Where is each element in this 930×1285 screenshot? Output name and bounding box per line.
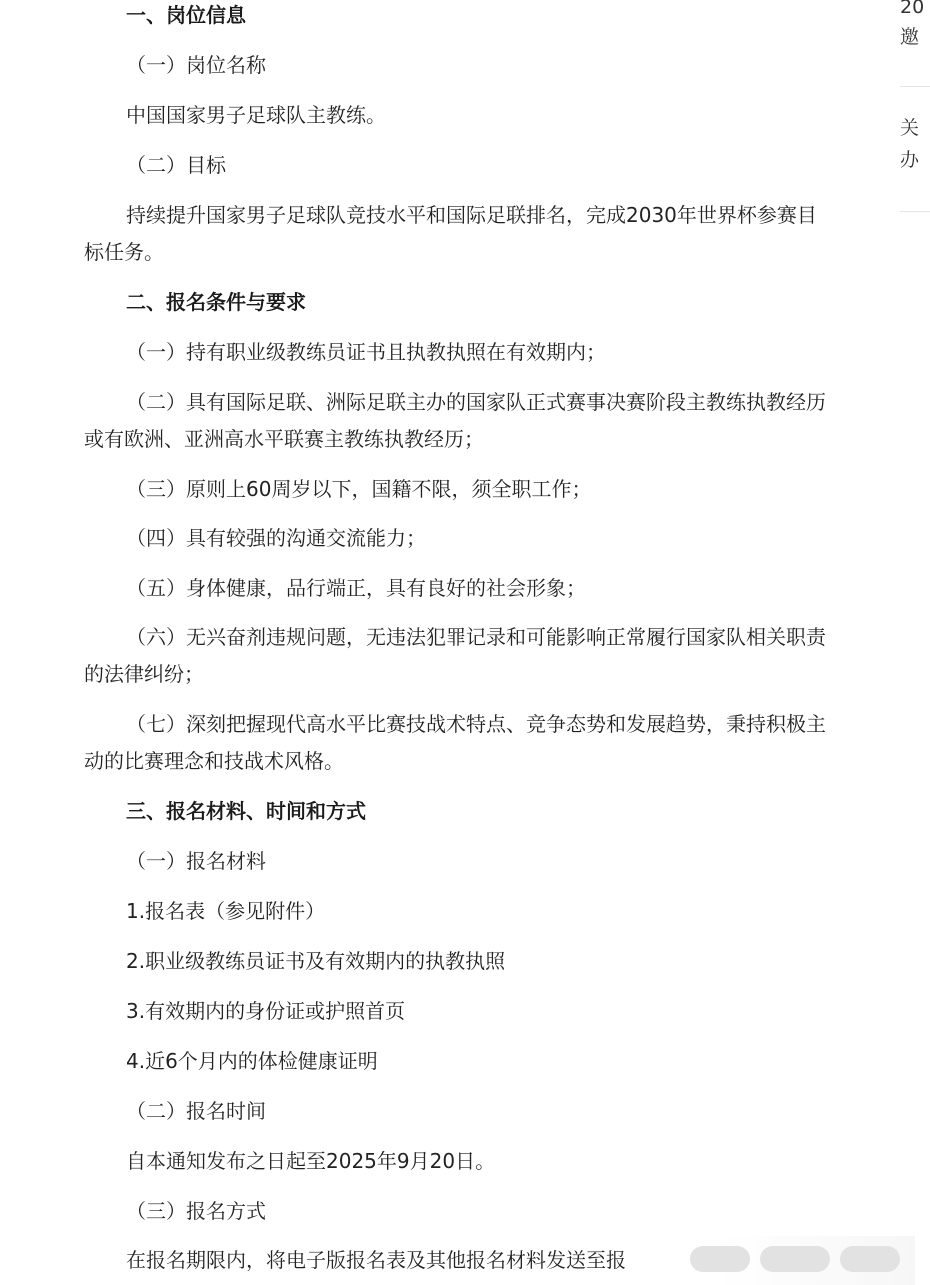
requirement-1: （一）持有职业级教练员证书且执教执照在有效期内； <box>126 340 606 364</box>
requirement-5: （五）身体健康，品行端正，具有良好的社会形象； <box>126 576 586 600</box>
requirement-2-line-1: （二）具有国际足联、洲际足联主办的国家队正式赛事决赛阶段主教练执教经历 <box>126 390 826 414</box>
sidebar-divider <box>900 86 930 87</box>
requirement-6-line-1: （六）无兴奋剂违规问题，无违法犯罪记录和可能影响正常履行国家队相关职责 <box>126 625 826 649</box>
requirement-7-line-1: （七）深刻把握现代高水平比赛技战术特点、竞争态势和发展趋势，秉持积极主 <box>126 712 826 736</box>
section-3-heading: 三、报名材料、时间和方式 <box>126 799 366 823</box>
registration-time-text: 自本通知发布之日起至2025年9月20日。 <box>126 1149 496 1173</box>
section-3-subheading-method: （三）报名方式 <box>126 1199 266 1223</box>
requirement-4: （四）具有较强的沟通交流能力； <box>126 526 426 550</box>
goal-text-line-1: 持续提升国家男子足球队竞技水平和国际足联排名，完成2030年世界杯参赛目 <box>126 203 817 227</box>
section-1-heading: 一、岗位信息 <box>126 3 246 27</box>
watermark-blur-shape <box>840 1246 900 1272</box>
material-item-2: 2.职业级教练员证书及有效期内的执教执照 <box>126 949 506 973</box>
section-2-heading: 二、报名条件与要求 <box>126 290 306 314</box>
watermark-blur-shape <box>690 1246 750 1272</box>
sidebar-article-2-line-1[interactable]: 关 <box>900 117 920 139</box>
requirement-2-line-2: 或有欧洲、亚洲高水平联赛主教练执教经历； <box>84 427 484 451</box>
sidebar-article-1-line-1[interactable]: 20 <box>900 0 925 18</box>
registration-method-text: 在报名期限内，将电子版报名表及其他报名材料发送至报 <box>126 1248 626 1272</box>
section-1-subheading-position-title: （一）岗位名称 <box>126 53 266 77</box>
requirement-7-line-2: 动的比赛理念和技战术风格。 <box>84 749 344 773</box>
section-3-subheading-time: （二）报名时间 <box>126 1099 266 1123</box>
material-item-4: 4.近6个月内的体检健康证明 <box>126 1049 378 1073</box>
position-name-text: 中国国家男子足球队主教练。 <box>126 103 386 127</box>
watermark-blur-shape <box>760 1246 830 1272</box>
related-articles-sidebar <box>880 0 925 1285</box>
section-1-subheading-goal: （二）目标 <box>126 153 226 177</box>
material-item-3: 3.有效期内的身份证或护照首页 <box>126 999 406 1023</box>
goal-text-line-2: 标任务。 <box>84 240 164 264</box>
requirement-3: （三）原则上60周岁以下，国籍不限，须全职工作； <box>126 477 592 501</box>
section-3-subheading-materials: （一）报名材料 <box>126 849 266 873</box>
material-item-1: 1.报名表（参见附件） <box>126 899 326 923</box>
sidebar-article-2-line-2[interactable]: 办 <box>900 149 920 171</box>
sidebar-divider <box>900 211 930 212</box>
sidebar-article-1-line-2[interactable]: 邀 <box>900 26 920 48</box>
requirement-6-line-2: 的法律纠纷； <box>84 662 204 686</box>
